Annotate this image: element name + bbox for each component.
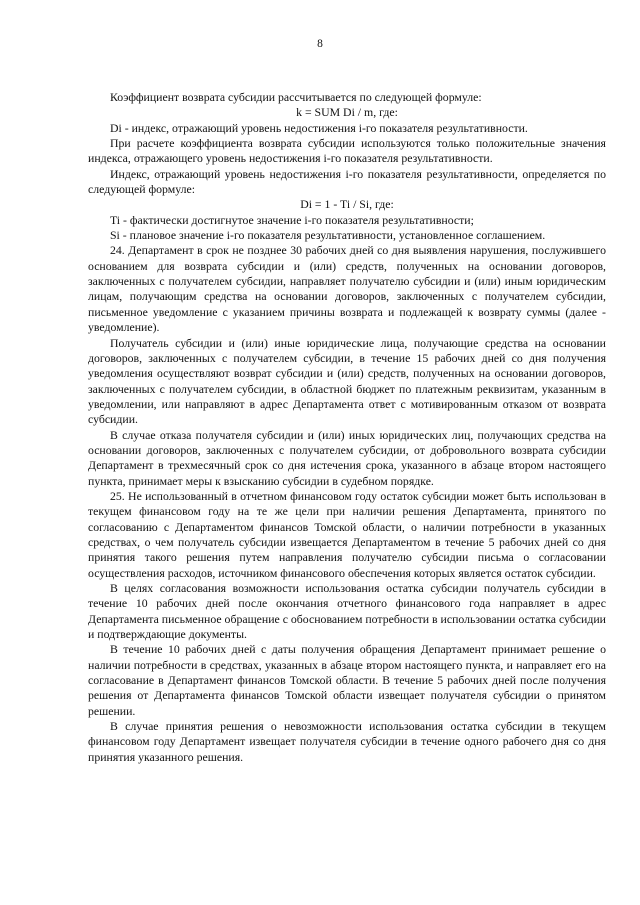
formula: Di = 1 - Ti / Si, где: bbox=[300, 197, 394, 212]
paragraph: Si - плановое значение i-го показателя результативности, установленное соглашением. bbox=[110, 228, 546, 243]
paragraph: Индекс, отражающий уровень недостижения i-го показателя результативности, определяется по следующей формуле: bbox=[88, 166, 606, 197]
paragraph: В целях согласования возможности использования остатка субсидии получатель субсидии в течение 10 рабочих дней после окончания отчетного финансового года направляет в адрес Департамента письменное обращение с обоснованием потребности в использовании остатка субсидии и подтверждающие документы. bbox=[88, 581, 606, 642]
paragraph: Di - индекс, отражающий уровень недостижения i-го показателя результативности. bbox=[110, 120, 528, 135]
paragraph: В случае отказа получателя субсидии и (или) иных юридических лиц, получающих средства на основании договоров, заключенных с получателем субсидии, от добровольного возврата субсидии Департамент в трехмесячный срок со дня истечения срока, указанного в абзаце втором настоящего пункта, принимает меры к взысканию субсидии в судебном порядке. bbox=[88, 427, 606, 488]
page-number: 8 bbox=[317, 38, 323, 50]
paragraph: 25. Не использованный в отчетном финансовом году остаток субсидии может быть использован в текущем финансовом году на те же цели при наличии решения Департамента, принятого по согласованию с Департаментом финансов Томской области, о наличии потребности в указанных средствах, о чем получатель субсидии извещается Департаментом в течение 5 рабочих дней со дня принятия такого решения путем направления получателю субсидии письма о согласовании осуществления расходов, источником финансового обеспечения которых является остаток субсидии. bbox=[88, 488, 606, 580]
paragraph: При расчете коэффициента возврата субсидии используются только положительные значения индекса, отражающего уровень недостижения i-го показателя результативности. bbox=[88, 136, 606, 166]
paragraph: 24. Департамент в срок не позднее 30 рабочих дней со дня выявления нарушения, послужившего основанием для возврата субсидии и (или) средств, полученных на основании договоров, заключенных с получателем субсидии, направляет получателю субсидии и (или) иным юридическим лицам, получающим средства на основании договоров, заключенных с получателем субсидии, письменное уведомление с указанием причины возврата и подлежащей к возврату суммы (далее - уведомление). bbox=[88, 243, 606, 335]
paragraph: В случае принятия решения о невозможности использования остатка субсидии в текущем финансовом году Департамент извещает получателя субсидии в течение одного рабочего дня со дня принятия указанного решения. bbox=[88, 719, 606, 764]
document-body bbox=[88, 90, 606, 765]
formula: k = SUM Di / m, где: bbox=[296, 105, 398, 120]
paragraph: В течение 10 рабочих дней с даты получения обращения Департамент принимает решение о наличии потребности в средствах, указанных в абзаце втором настоящего пункта, и направляет его на согласование в Департамент финансов Томской области. В течение 5 рабочих дней после получения решения от Департамента финансов Томской области извещает получателя субсидии о принятом решении. bbox=[88, 642, 606, 718]
paragraph: Получатель субсидии и (или) иные юридические лица, получающие средства на основании договоров, заключенных с получателем субсидии, в течение 15 рабочих дней со дня получения уведомления осуществляют возврат субсидии и (или) средств, полученных на основании договоров, заключенных с получателем субсидии, в областной бюджет по платежным реквизитам, указанным в уведомлении, или направляют в адрес Департамента ответ с мотивированным отказом от возврата субсидии. bbox=[88, 335, 606, 427]
paragraph: Коэффициент возврата субсидии рассчитывается по следующей формуле: bbox=[110, 90, 482, 104]
paragraph: Ti - фактически достигнутое значение i-го показателя результативности; bbox=[110, 212, 474, 227]
